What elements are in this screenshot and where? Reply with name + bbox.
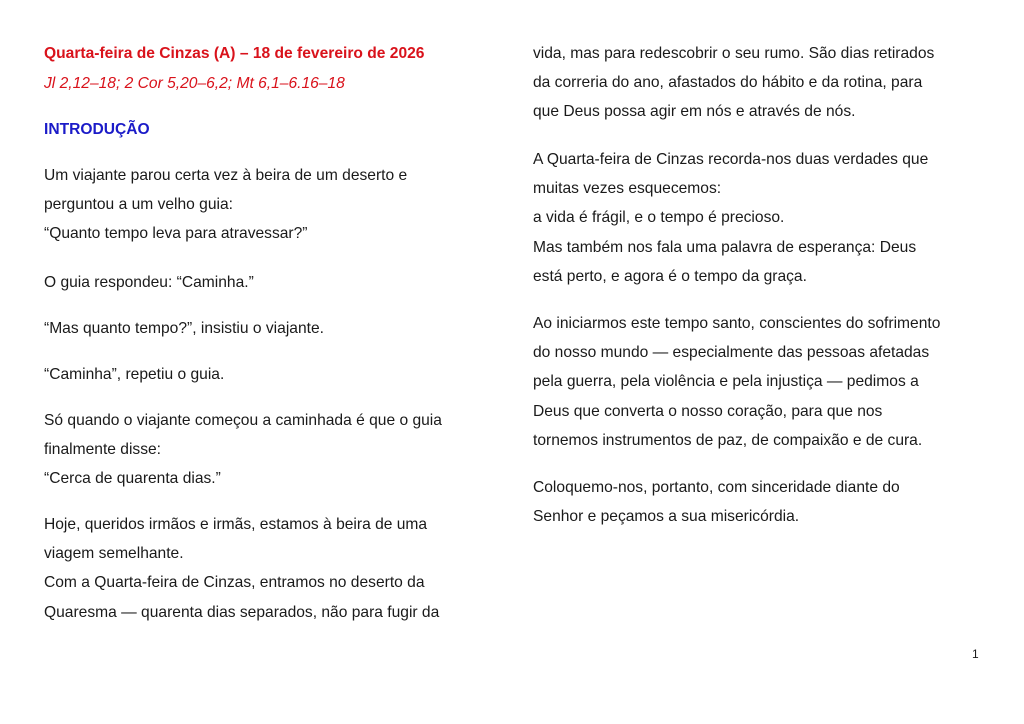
- text-line: vida, mas para redescobrir o seu rumo. São dias retirados: [533, 45, 935, 62]
- text-line: Deus que converta o nosso coração, para que nos: [533, 402, 883, 420]
- section-heading: INTRODUÇÃO: [44, 121, 150, 138]
- paragraph: [533, 145, 928, 291]
- paragraph: [44, 314, 324, 343]
- paragraph: [533, 473, 900, 531]
- paragraph: [533, 309, 940, 455]
- text-line: “Cerca de quarenta dias.”: [44, 470, 221, 488]
- paragraph: [533, 39, 934, 127]
- paragraph: [44, 161, 407, 249]
- text-line: Senhor e peçamos a sua misericórdia.: [533, 508, 800, 526]
- text-line: finalmente disse:: [44, 441, 162, 459]
- text-line: muitas vezes esquecemos:: [533, 180, 722, 198]
- scripture-readings: Jl 2,12–18; 2 Cor 5,20–6,2; Mt 6,1–6.16–18: [44, 75, 345, 92]
- text-line: “Mas quanto tempo?”, insistiu o viajante.: [44, 320, 324, 337]
- document-title: Quarta-feira de Cinzas (A) – 18 de fevereiro de 2026: [44, 45, 425, 62]
- text-line: tornemos instrumentos de paz, de compaixão e de cura.: [533, 431, 923, 449]
- text-line: Só quando o viajante começou a caminhada é que o guia: [44, 412, 442, 429]
- text-line: do nosso mundo — especialmente das pessoas afetadas: [533, 344, 930, 362]
- text-line: Mas também nos fala uma palavra de esperança: Deus: [533, 238, 917, 256]
- paragraph: [44, 360, 224, 389]
- paragraph: [44, 406, 442, 494]
- text-line: está perto, e agora é o tempo da graça.: [533, 267, 807, 285]
- text-line: perguntou a um velho guia:: [44, 196, 233, 214]
- text-line: “Quanto tempo leva para atravessar?”: [44, 225, 308, 243]
- text-line: Quaresma — quarenta dias separados, não para fugir da: [44, 603, 440, 621]
- text-line: A Quarta-feira de Cinzas recorda-nos duas verdades que: [533, 151, 929, 168]
- text-line: Coloquemo-nos, portanto, com sinceridade diante do: [533, 479, 900, 496]
- text-line: O guia respondeu: “Caminha.”: [44, 274, 254, 291]
- text-line: Ao iniciarmos este tempo santo, conscientes do sofrimento: [533, 315, 941, 332]
- text-line: Hoje, queridos irmãos e irmãs, estamos à beira de uma: [44, 516, 428, 533]
- paragraph: [44, 268, 254, 297]
- text-line: Um viajante parou certa vez à beira de um deserto e: [44, 167, 408, 184]
- text-line: viagem semelhante.: [44, 545, 184, 563]
- text-line: que Deus possa agir em nós e através de nós.: [533, 103, 856, 121]
- text-line: Com a Quarta-feira de Cinzas, entramos no deserto da: [44, 574, 425, 592]
- paragraph: [44, 510, 439, 627]
- text-line: da correria do ano, afastados do hábito e da rotina, para: [533, 74, 923, 92]
- text-line: “Caminha”, repetiu o guia.: [44, 366, 225, 383]
- page-number: 1: [972, 647, 979, 661]
- text-line: pela guerra, pela violência e pela injustiça — pedimos a: [533, 373, 919, 391]
- text-line: a vida é frágil, e o tempo é precioso.: [533, 209, 785, 227]
